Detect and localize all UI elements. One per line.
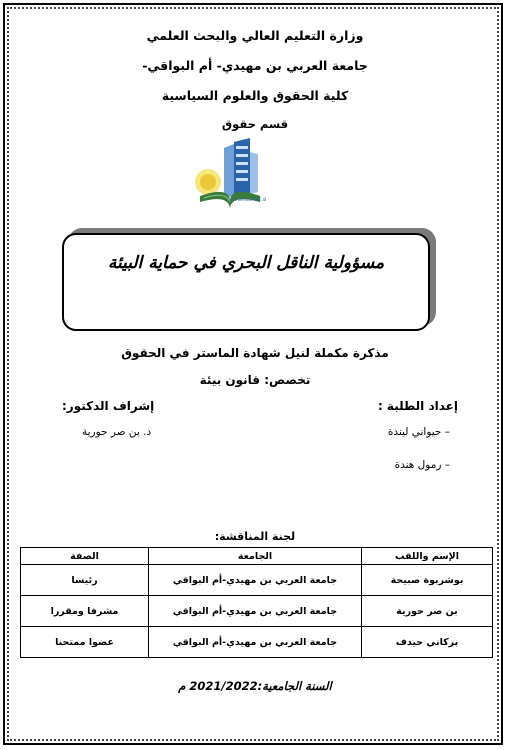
jury-university-cell: جامعة العربي بن مهيدي-أم البواقي [149,627,362,658]
table-row [21,565,493,596]
faculty-line: كلية الحقوق والعلوم السياسية [161,88,349,103]
supervisor-label: إشراف الدكتور: [62,399,155,413]
table-row [21,627,493,658]
jury-role-cell: عضوا ممتحنا [21,627,149,658]
academic-year: السنة الجامعية:2021/2022 م [178,679,332,693]
jury-name-cell: بركاني حيدف [362,627,493,658]
title-frame [62,233,430,331]
table-header-row [21,548,493,565]
university-logo [190,134,270,214]
column-header: الجامعة [149,548,362,565]
jury-name-cell: بوشربوة صبيحة [362,565,493,596]
column-header: الصفة [21,548,149,565]
students-label: إعداد الطلبة : [377,399,458,413]
jury-role-cell: مشرفا ومقررا [21,596,149,627]
thesis-title: مسؤولية الناقل البحري في حماية البيئة [107,253,385,273]
degree-line: مذكرة مكملة لنيل شهادة الماستر في الحقوق [121,346,389,360]
jury-table [20,547,493,658]
department-line: قسم حقوق [221,117,289,131]
jury-university-cell: جامعة العربي بن مهيدي-أم البواقي [149,565,362,596]
logo-caption: Université O.E.B [230,198,267,203]
table-row [21,596,493,627]
jury-role-cell: رئيسا [21,565,149,596]
ministry-line: وزارة التعليم العالي والبحث العلمي [146,28,364,43]
student-name: – حيواني ليندة [387,426,450,438]
university-line: جامعة العربي بن مهيدي- أم البواقي- [142,58,368,73]
column-header: الإسم واللقب [362,548,493,565]
student-name: – رمول هندة [394,459,450,471]
supervisor-name: د. بن صر حورية [82,426,152,438]
jury-university-cell: جامعة العربي بن مهيدي-أم البواقي [149,596,362,627]
jury-title: لجنة المناقشة: [214,530,296,543]
jury-name-cell: بن صر حورية [362,596,493,627]
specialty-line: تخصص: قانون بيئة [199,373,311,387]
